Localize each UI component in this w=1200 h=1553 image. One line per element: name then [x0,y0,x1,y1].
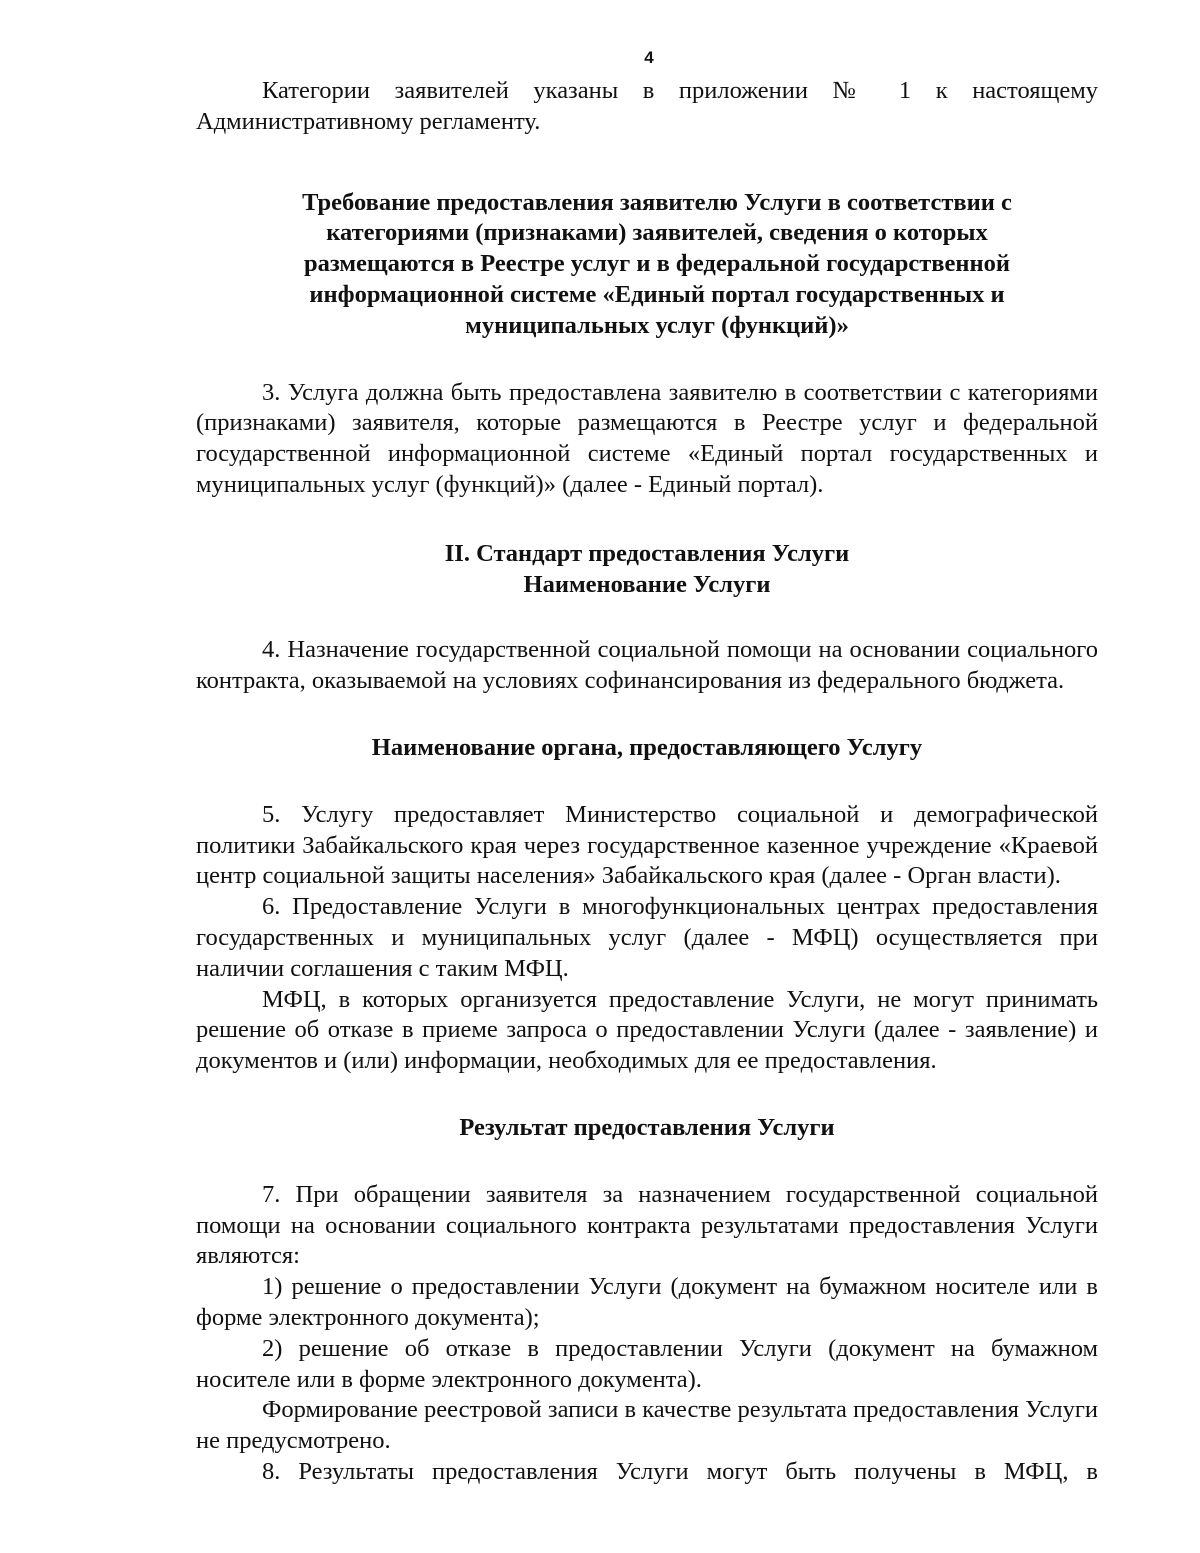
registry-note-paragraph: Формирование реестровой записи в качестве результата предоставления Услуги не предусмотрено. [196,1396,1098,1455]
item-7-sub-1: 1) решение о предоставлении Услуги (документ на бумажном носителе или в форме электронного документа); [196,1273,1098,1331]
heading-organ: Наименование органа, предоставляющего Услугу [371,733,923,761]
mfc-note-paragraph: МФЦ, в которых организуется предоставление Услуги, не могут принимать решение об отказе в приеме запроса о предоставлении Услуги (далее - заявление) и документов и (или) информации, необходимых для ее предоставления. [196,985,1098,1075]
page-number: 4 [644,48,654,67]
section-2-title: II. Стандарт предоставления Услуги [444,539,850,567]
item-7-paragraph: 7. При обращении заявителя за назначением государственной социальной помощи на основании социального контракта результатами предоставления Услуги являются: [196,1180,1098,1270]
document-page [196,48,1098,1488]
heading-requirement-line: размещаются в Реестре услуг и в федеральной государственной [303,250,1011,278]
item-8-paragraph: 8. Результаты предоставления Услуги могут быть получены в МФЦ, в [262,1457,1098,1485]
item-6-paragraph: 6. Предоставление Услуги в многофункциональных центрах предоставления государственных и муниципальных услуг (далее - МФЦ) осуществляется при наличии соглашения с таким МФЦ. [196,893,1098,982]
heading-requirement-line: Требование предоставления заявителю Услуги в соответствии с [302,188,1012,216]
item-7-sub-2: 2) решение об отказе в предоставлении Услуги (документ на бумажном носителе или в форме электронного документа). [196,1334,1098,1393]
heading-result: Результат предоставления Услуги [459,1113,835,1141]
item-5-paragraph: 5. Услугу предоставляет Министерство социальной и демографической политики Забайкальского края через государственное казенное учреждение «Краевой центр социальной защиты населения» Забайкальского края (далее - Орган власти). [196,800,1098,890]
heading-requirement-line: муниципальных услуг (функций)» [465,311,849,339]
heading-requirement-line: категориями (признаками) заявителей, сведения о которых [326,219,988,247]
item-3-paragraph: 3. Услуга должна быть предоставлена заявителю в соответствии с категориями (признаками) заявителя, которые размещаются в Реестре услуг и федеральной государственной информационной системе «Единый портал государственных и муниципальных услуг (функций)» (далее - Единый портал). [196,378,1098,498]
heading-requirement-line: информационной системе «Единый портал государственных и [309,280,1005,308]
intro-paragraph: Категории заявителей указаны в приложении № 1 к настоящему Административному регламенту. [196,77,1098,135]
item-4-paragraph: 4. Назначение государственной социальной помощи на основании социального контракта, оказываемой на условиях софинансирования из федерального бюджета. [196,636,1098,695]
section-2-subtitle: Наименование Услуги [523,570,771,598]
heading-requirement [196,188,1098,342]
section-2-heading [196,539,1098,601]
